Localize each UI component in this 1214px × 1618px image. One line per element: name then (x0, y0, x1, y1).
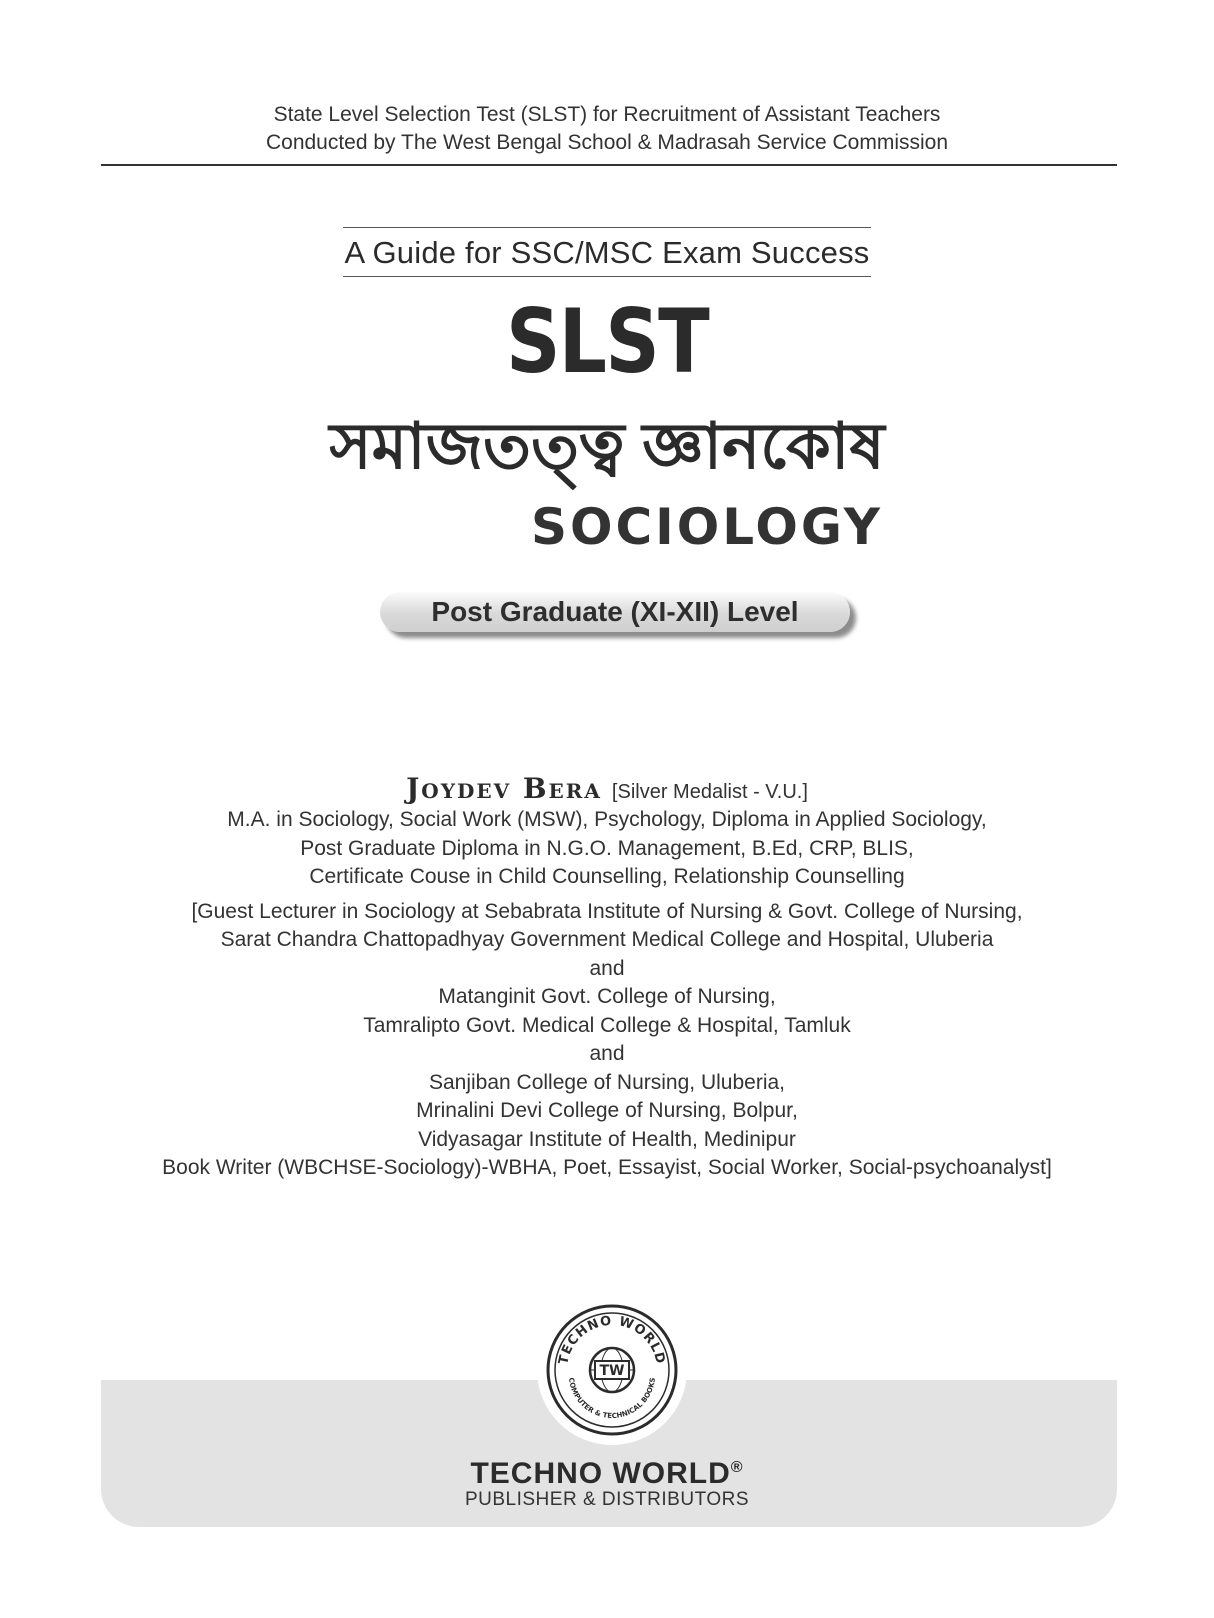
author-tag: [Silver Medalist - V.U.] (611, 781, 808, 803)
header-line-1: State Level Selection Test (SLST) for Recruitment of Assistant Teachers (273, 103, 941, 126)
level-badge (380, 592, 850, 634)
bio-line: [Guest Lecturer in Sociology at Sebabrata Institute of Nursing & Govt. College of Nursing, (191, 899, 1023, 923)
bio-line: Sarat Chandra Chattopadhyay Government Medical College and Hospital, Uluberia (220, 928, 994, 951)
bio-line: and (589, 956, 625, 980)
logo-monogram: TW (599, 1363, 625, 1379)
book-title: SLST (506, 290, 708, 393)
techno-world-logo-icon (545, 1303, 679, 1437)
guide-text: A Guide for SSC/MSC Exam Success (343, 227, 872, 277)
header-divider (101, 164, 1117, 166)
level-badge-text: Post Graduate (XI-XII) Level (380, 592, 850, 632)
bio-line: M.A. in Sociology, Social Work (MSW), Psychology, Diploma in Applied Sociology, (227, 808, 987, 831)
author-line (0, 773, 1214, 808)
registered-mark: ® (730, 1459, 744, 1476)
publisher-name-line (0, 1450, 1214, 1492)
bio-line: Post Graduate Diploma in N.G.O. Management, B.Ed, CRP, BLIS, (300, 836, 914, 860)
bio-line: Tamralipto Govt. Medical College & Hospital, Tamluk (363, 1013, 851, 1037)
guide-banner (0, 227, 1214, 277)
logo-ring-top: TECHNO WORLD (556, 1313, 668, 1366)
author-name: Joydev Bera (406, 772, 602, 805)
publisher-name: TECHNO WORLD (470, 1457, 731, 1490)
bio-line: Certificate Couse in Child Counselling, Relationship Counselling (309, 865, 905, 888)
header-line-2: Conducted by The West Bengal School & Madrasah Service Commission (265, 131, 949, 154)
logo-ring-bottom: COMPUTER & TECHNICAL BOOKS (567, 1377, 657, 1421)
bio-line: and (589, 1042, 625, 1065)
bio-line: Mrinalini Devi College of Nursing, Bolpur, (416, 1099, 798, 1122)
author-bio (0, 806, 1214, 1183)
book-title-bengali: সমাজতত্ত্ব জ্ঞানকোষ (329, 410, 885, 482)
bio-line: Sanjiban College of Nursing, Uluberia, (428, 1070, 786, 1094)
subject-title: SOCIOLOGY (530, 498, 884, 556)
bio-line: Matanginit Govt. College of Nursing, (438, 985, 776, 1008)
publisher-subtitle: PUBLISHER & DISTRIBUTORS (464, 1489, 750, 1510)
bio-line: Book Writer (WBCHSE-Sociology)-WBHA, Poet, Essayist, Social Worker, Social-psychoanalyst] (162, 1156, 1052, 1179)
bio-line: Vidyasagar Institute of Health, Medinipur (418, 1127, 796, 1151)
